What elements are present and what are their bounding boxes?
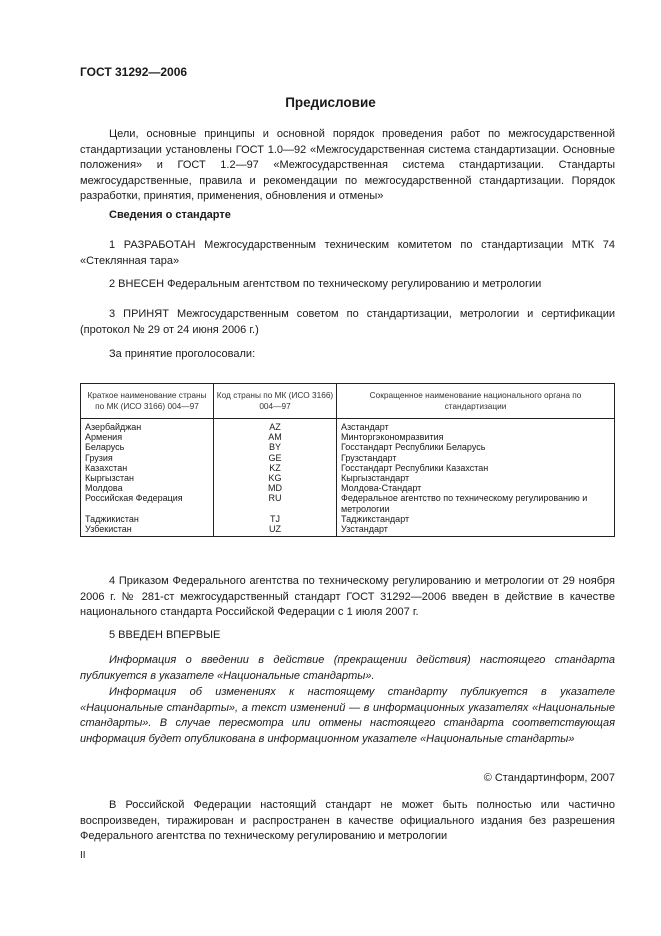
item-5-first-introduced: 5 ВВЕДЕН ВПЕРВЫЕ xyxy=(109,629,221,641)
item-4-order: 4 Приказом Федерального агентства по техническому регулированию и метрологии от 29 ноября 2006 г. № 281-ст межгосударственный стандарт ГОСТ 31292—2006 введен в действие в качестве национального стандарта Российской Федерации с 1 июля 2007 г. xyxy=(80,575,615,618)
table-row xyxy=(81,432,615,442)
country-cell: Армения xyxy=(81,432,214,442)
code-cell: BY xyxy=(214,442,337,452)
section-heading: Сведения о стандарте xyxy=(109,209,231,221)
table-row xyxy=(81,493,615,513)
country-cell: Азербайджан xyxy=(81,419,214,433)
body-cell: Азстандарт xyxy=(337,419,615,433)
code-cell: RU xyxy=(214,493,337,513)
code-cell: KG xyxy=(214,473,337,483)
body-cell: Федеральное агентство по техническому регулированию и метрологии xyxy=(337,493,615,513)
code-cell: MD xyxy=(214,483,337,493)
info-paragraph-1: Информация о введении в действие (прекращении действия) настоящего стандарта публикуется в указателе «Национальные стандарты». xyxy=(80,654,615,682)
country-cell: Грузия xyxy=(81,453,214,463)
table-row xyxy=(81,442,615,452)
code-cell: UZ xyxy=(214,524,337,537)
body-cell: Минторгэкономразвития xyxy=(337,432,615,442)
document-header: ГОСТ 31292—2006 xyxy=(80,65,188,79)
item-3-adopted: 3 ПРИНЯТ Межгосударственным советом по стандартизации, метрологии и сертификации (протокол № 29 от 24 июня 2006 г.) xyxy=(80,308,615,336)
country-cell: Казахстан xyxy=(81,463,214,473)
table-row xyxy=(81,453,615,463)
item-1-developed: 1 РАЗРАБОТАН Межгосударственным техническим комитетом по стандартизации МТК 74 «Стеклянная тара» xyxy=(80,239,615,267)
column-header-country: Краткое наименование страны по МК (ИСО 3166) 004—97 xyxy=(81,384,214,419)
code-cell: GE xyxy=(214,453,337,463)
voted-label: За принятие проголосовали: xyxy=(109,348,256,360)
code-cell: AM xyxy=(214,432,337,442)
country-cell: Беларусь xyxy=(81,442,214,452)
table-row xyxy=(81,514,615,524)
body-cell: Кыргызстандарт xyxy=(337,473,615,483)
body-cell: Узстандарт xyxy=(337,524,615,537)
body-cell: Госстандарт Республики Казахстан xyxy=(337,463,615,473)
item-2-submitted: 2 ВНЕСЕН Федеральным агентством по техническому регулированию и метрологии xyxy=(109,278,542,290)
column-header-body: Сокращенное наименование национального органа по стандартизации xyxy=(337,384,615,419)
code-cell: AZ xyxy=(214,419,337,433)
country-cell: Российская Федерация xyxy=(81,493,214,513)
country-cell: Таджикистан xyxy=(81,514,214,524)
country-cell: Молдова xyxy=(81,483,214,493)
page-title: Предисловие xyxy=(285,95,376,110)
body-cell: Грузстандарт xyxy=(337,453,615,463)
table-row xyxy=(81,419,615,433)
page-number: II xyxy=(80,850,86,861)
voting-table xyxy=(80,383,615,537)
legal-notice: В Российской Федерации настоящий стандарт не может быть полностью или частично воспроизведен, тиражирован и распространен в качестве официального издания без разрешения Федерального агентства по техническому регулированию и метрологии xyxy=(80,799,615,842)
table-row xyxy=(81,483,615,493)
table-header-row xyxy=(81,384,615,419)
table-row xyxy=(81,463,615,473)
table-row xyxy=(81,473,615,483)
body-cell: Таджикстандарт xyxy=(337,514,615,524)
info-paragraph-2: Информация об изменениях к настоящему стандарту публикуется в указателе «Национальные стандарты», а текст изменений — в информационных указателях «Национальные стандарты». В случае пересмотра или отмены настоящего стандарта соответствующая информация будет опубликована в информационном указателе «Национальные стандарты» xyxy=(80,686,615,745)
code-cell: TJ xyxy=(214,514,337,524)
body-cell: Молдова-Стандарт xyxy=(337,483,615,493)
country-cell: Кыргызстан xyxy=(81,473,214,483)
country-cell: Узбекистан xyxy=(81,524,214,537)
code-cell: KZ xyxy=(214,463,337,473)
table-row xyxy=(81,524,615,537)
intro-paragraph: Цели, основные принципы и основной порядок проведения работ по межгосударственной стандартизации установлены ГОСТ 1.0—92 «Межгосударственная система стандартизации. Основные положения» и ГОСТ 1.2—97 «Межгосударственная система стандартизации. Стандарты межгосударственные, правила и рекомендации по межгосударственной стандартизации. Порядок разработки, принятия, применения, обновления и отмены» xyxy=(80,128,615,202)
column-header-code: Код страны по МК (ИСО 3166) 004—97 xyxy=(214,384,337,419)
copyright-notice: © Стандартинформ, 2007 xyxy=(483,772,615,784)
body-cell: Госстандарт Республики Беларусь xyxy=(337,442,615,452)
